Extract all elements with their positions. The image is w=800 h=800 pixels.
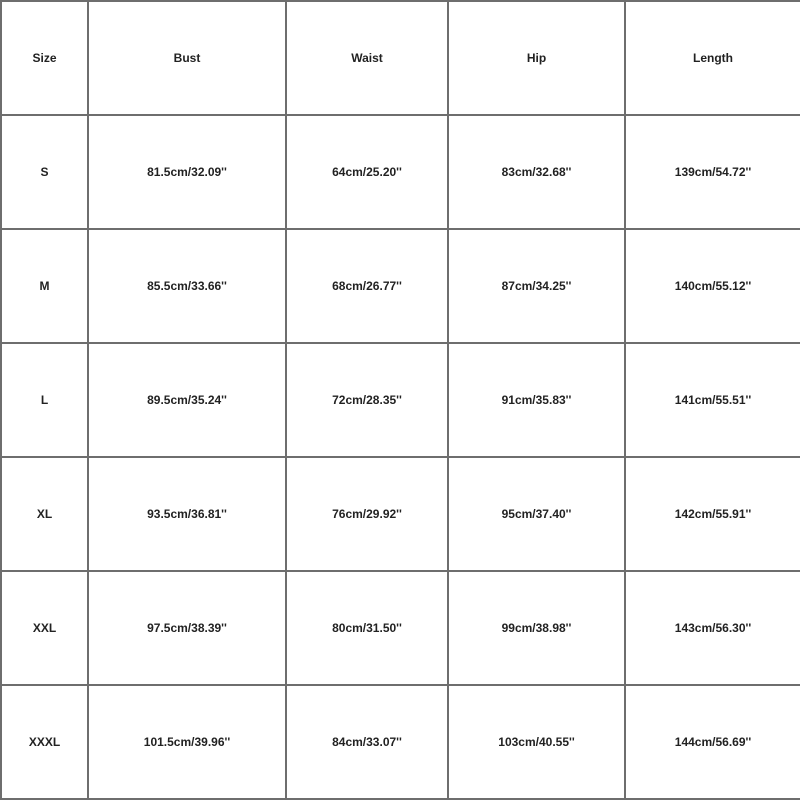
hip-cell: 103cm/40.55'' (448, 685, 625, 799)
table-row (1, 115, 800, 229)
bust-cell: 85.5cm/33.66'' (88, 229, 286, 343)
size-cell: XXL (1, 571, 88, 685)
table-row (1, 457, 800, 571)
table-row (1, 343, 800, 457)
bust-cell: 101.5cm/39.96'' (88, 685, 286, 799)
length-cell: 142cm/55.91'' (625, 457, 800, 571)
header-bust: Bust (88, 1, 286, 115)
table-row (1, 685, 800, 799)
waist-cell: 84cm/33.07'' (286, 685, 448, 799)
table-row (1, 571, 800, 685)
length-cell: 144cm/56.69'' (625, 685, 800, 799)
size-cell: S (1, 115, 88, 229)
header-hip: Hip (448, 1, 625, 115)
table-row (1, 229, 800, 343)
length-cell: 143cm/56.30'' (625, 571, 800, 685)
length-cell: 139cm/54.72'' (625, 115, 800, 229)
size-cell: M (1, 229, 88, 343)
hip-cell: 91cm/35.83'' (448, 343, 625, 457)
waist-cell: 68cm/26.77'' (286, 229, 448, 343)
hip-cell: 83cm/32.68'' (448, 115, 625, 229)
length-cell: 141cm/55.51'' (625, 343, 800, 457)
header-row (1, 1, 800, 115)
bust-cell: 97.5cm/38.39'' (88, 571, 286, 685)
length-cell: 140cm/55.12'' (625, 229, 800, 343)
header-size: Size (1, 1, 88, 115)
hip-cell: 87cm/34.25'' (448, 229, 625, 343)
header-length: Length (625, 1, 800, 115)
bust-cell: 81.5cm/32.09'' (88, 115, 286, 229)
size-cell: XXXL (1, 685, 88, 799)
waist-cell: 64cm/25.20'' (286, 115, 448, 229)
size-cell: L (1, 343, 88, 457)
hip-cell: 99cm/38.98'' (448, 571, 625, 685)
hip-cell: 95cm/37.40'' (448, 457, 625, 571)
header-waist: Waist (286, 1, 448, 115)
waist-cell: 76cm/29.92'' (286, 457, 448, 571)
bust-cell: 93.5cm/36.81'' (88, 457, 286, 571)
waist-cell: 80cm/31.50'' (286, 571, 448, 685)
size-cell: XL (1, 457, 88, 571)
waist-cell: 72cm/28.35'' (286, 343, 448, 457)
bust-cell: 89.5cm/35.24'' (88, 343, 286, 457)
